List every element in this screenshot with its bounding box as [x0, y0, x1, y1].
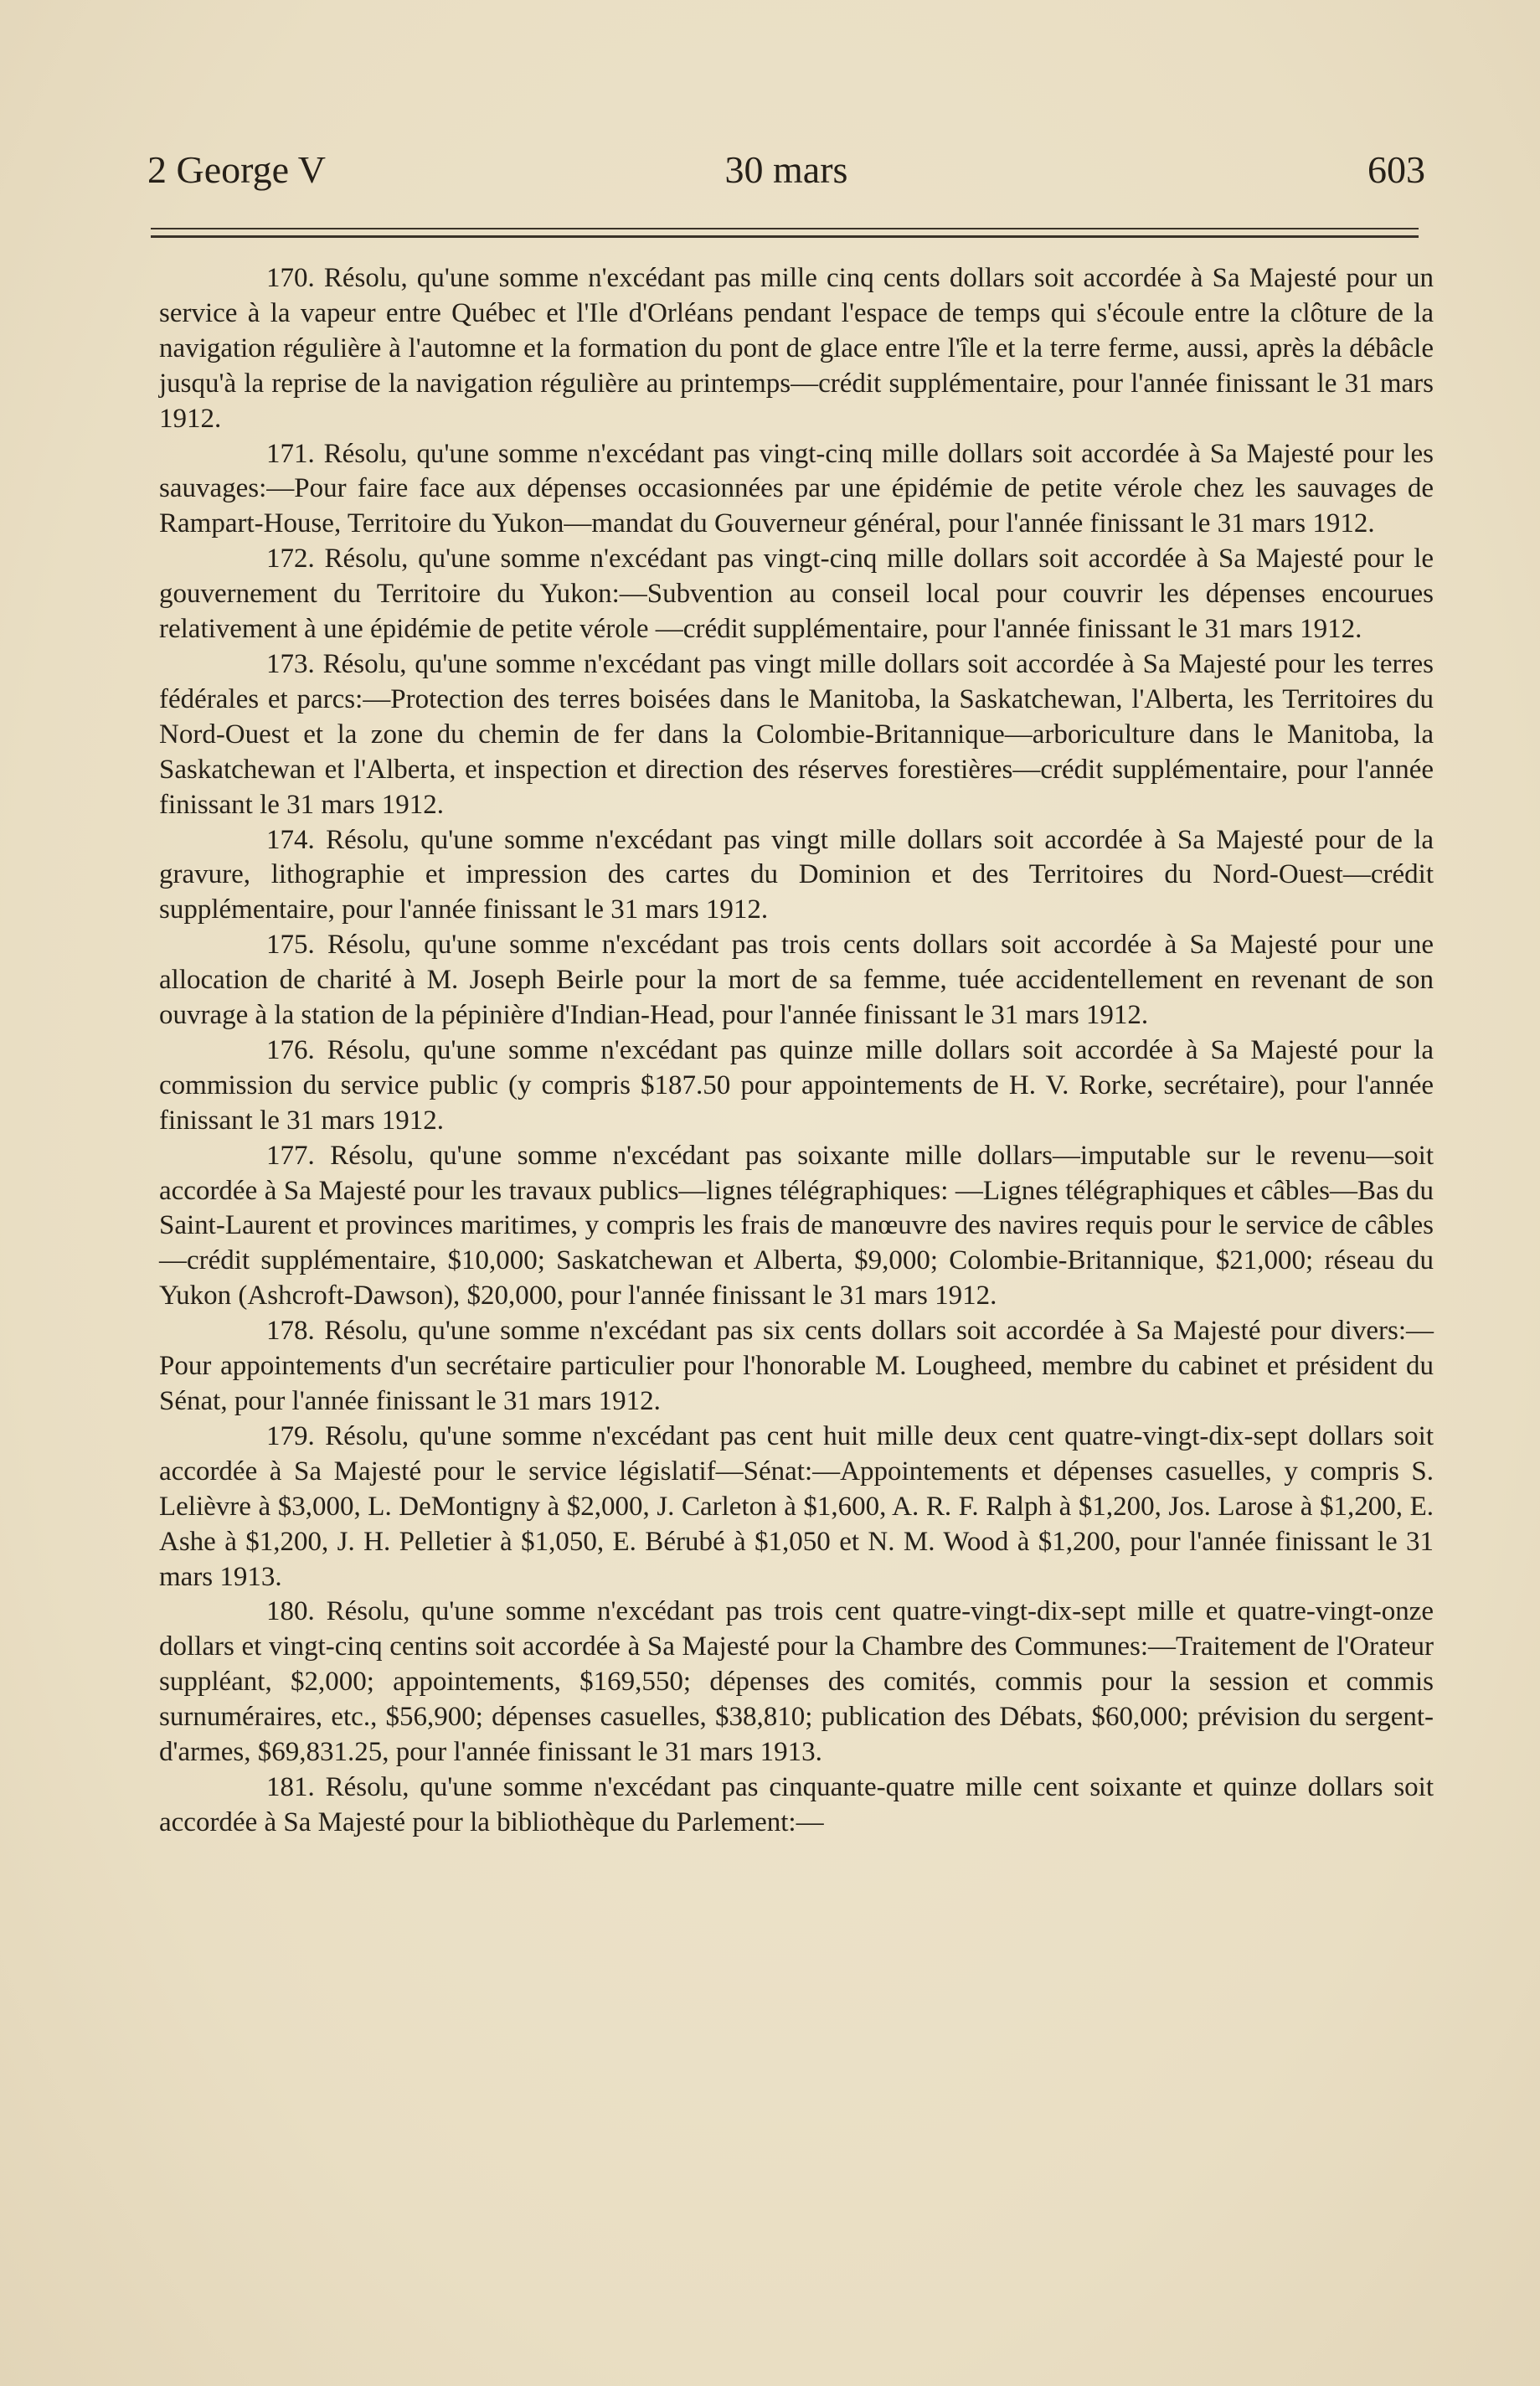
resolution-number: 170. — [266, 263, 315, 293]
resolution-paragraph — [159, 261, 1434, 437]
page-header — [147, 141, 1425, 199]
resolution-text: Résolu, qu'une somme n'excédant pas cent huit mille deux cent quatre-vingt-dix-sept dollars soit accordée à Sa Majesté pour le service législatif—Sénat:—Appointements et dépenses casuelles, y compris S. Lelièvre à $3,000, L. DeMontigny à $2,000, J. Carleton à $1,600, A. R. F. Ralph à $1,200, Jos. Larose à $1,200, E. Ashe à $1,200, J. H. Pelletier à $1,050, E. Bérubé à $1,050 et N. M. Wood à $1,200, pour l'année finissant le 31 mars 1913. — [159, 1420, 1434, 1592]
resolution-number: 171. — [266, 438, 315, 469]
page-number: 603 — [1367, 148, 1425, 191]
resolution-paragraph — [159, 1139, 1434, 1315]
resolution-number: 181. — [266, 1771, 315, 1802]
resolution-number: 178. — [266, 1316, 315, 1347]
resolution-number: 176. — [266, 1034, 315, 1065]
header-rule-top — [151, 228, 1419, 229]
resolution-paragraph — [159, 437, 1434, 543]
header-date: 30 mars — [724, 148, 848, 191]
resolution-text: Résolu, qu'une somme n'excédant pas quinze mille dollars soit accordée à Sa Majesté pour la commission du service public (y compris $187.50 pour appointements de H. V. Rorke, secrétaire), pour l'année finissant le 31 mars 1912. — [159, 1034, 1434, 1136]
resolution-paragraph — [159, 823, 1434, 929]
resolution-paragraph — [159, 1033, 1434, 1139]
resolution-text: Résolu, qu'une somme n'excédant pas six cents dollars soit accordée à Sa Majesté pour divers:—Pour appointements d'un secrétaire particulier pour l'honorable M. Lougheed, membre du cabinet et président du Sénat, pour l'année finissant le 31 mars 1912. — [159, 1316, 1434, 1416]
header-regnal-year: 2 George V — [147, 148, 326, 191]
resolution-paragraph — [159, 1420, 1434, 1595]
resolution-text: Résolu, qu'une somme n'excédant pas cinquante-quatre mille cent soixante et quinze dollars soit accordée à Sa Majesté pour la bibliothèque du Parlement:— — [159, 1771, 1434, 1837]
resolution-number: 172. — [266, 544, 315, 575]
resolution-paragraph — [159, 647, 1434, 823]
document-body — [159, 261, 1434, 2338]
resolution-number: 177. — [266, 1140, 315, 1171]
resolution-text: Résolu, qu'une somme n'excédant pas trois cents dollars soit accordée à Sa Majesté pour une allocation de charité à M. Joseph Beirle pour la mort de sa femme, tuée accidentellement en revenant de son ouvrage à la station de la pépinière d'Indian-Head, pour l'année finissant le 31 mars 1912. — [159, 930, 1434, 1031]
resolution-number: 175. — [266, 930, 315, 961]
resolution-text: Résolu, qu'une somme n'excédant pas vingt mille dollars soit accordée à Sa Majesté pour de la gravure, lithographie et impression des cartes du Dominion et des Territoires du Nord-Ouest—crédit supplémentaire, pour l'année finissant le 31 mars 1912. — [159, 824, 1434, 925]
resolution-paragraph — [159, 1770, 1434, 1841]
resolution-number: 173. — [266, 648, 315, 679]
resolution-text: Résolu, qu'une somme n'excédant pas vingt mille dollars soit accordée à Sa Majesté pour les terres fédérales et parcs:—Protection des terres boisées dans le Manitoba, la Saskatchewan, l'Alberta, les Territoires du Nord-Ouest et la zone du chemin de fer dans la Colombie-Britannique—arboriculture dans le Manitoba, la Saskatchewan et l'Alberta, et inspection et direction des réserves forestières—crédit supplémentaire, pour l'année finissant le 31 mars 1912. — [159, 648, 1434, 820]
resolution-text: Résolu, qu'une somme n'excédant pas vingt-cinq mille dollars soit accordée à Sa Majesté pour le gouvernement du Territoire du Yukon:—Subvention au conseil local pour couvrir les dépenses encourues relativement à une épidémie de petite vérole —crédit supplémentaire, pour l'année finissant le 31 mars 1912. — [159, 544, 1434, 645]
resolution-paragraph — [159, 1314, 1434, 1420]
resolution-number: 174. — [266, 824, 315, 855]
resolution-number: 179. — [266, 1420, 315, 1451]
resolution-paragraph — [159, 542, 1434, 647]
resolution-text: Résolu, qu'une somme n'excédant pas trois cent quatre-vingt-dix-sept mille et quatre-vingt-onze dollars et vingt-cinq centins soit accordée à Sa Majesté pour la Chambre des Communes:—Traitement de l'Orateur suppléant, $2,000; appointements, $169,550; dépenses des comités, commis pour la session et commis surnuméraires, etc., $56,900; dépenses casuelles, $38,810; publication des Débats, $60,000; prévision du sergent-d'armes, $69,831.25, pour l'année finissant le 31 mars 1913. — [159, 1596, 1434, 1768]
resolution-text: Résolu, qu'une somme n'excédant pas vingt-cinq mille dollars soit accordée à Sa Majesté pour les sauvages:—Pour faire face aux dépenses occasionnées par une épidémie de petite vérole chez les sauvages de Rampart-House, Territoire du Yukon—mandat du Gouverneur général, pour l'année finissant le 31 mars 1912. — [159, 438, 1434, 539]
resolution-number: 180. — [266, 1596, 315, 1627]
resolution-text: Résolu, qu'une somme n'excédant pas mille cinq cents dollars soit accordée à Sa Majesté pour un service à la vapeur entre Québec et l'Ile d'Orléans pendant l'espace de temps qui s'écoule entre la clôture de la navigation régulière à l'automne et la formation du pont de glace entre l'île et la terre ferme, aussi, après la débâcle jusqu'à la reprise de la navigation régulière au printemps—crédit supplémentaire, pour l'année finissant le 31 mars 1912. — [159, 263, 1434, 434]
header-rule-bottom — [151, 235, 1419, 238]
resolution-paragraph — [159, 1595, 1434, 1770]
resolution-paragraph — [159, 928, 1434, 1033]
resolution-text: Résolu, qu'une somme n'excédant pas soixante mille dollars—imputable sur le revenu—soit accordée à Sa Majesté pour les travaux publics—lignes télégraphiques: —Lignes télégraphiques et câbles—Bas du Saint-Laurent et provinces maritimes, y compris les frais de manœuvre des navires requis pour le service de câbles—crédit supplémentaire, $10,000; Saskatchewan et Alberta, $9,000; Colombie-Britannique, $21,000; réseau du Yukon (Ashcroft-Dawson), $20,000, pour l'année finissant le 31 mars 1912. — [159, 1140, 1434, 1312]
